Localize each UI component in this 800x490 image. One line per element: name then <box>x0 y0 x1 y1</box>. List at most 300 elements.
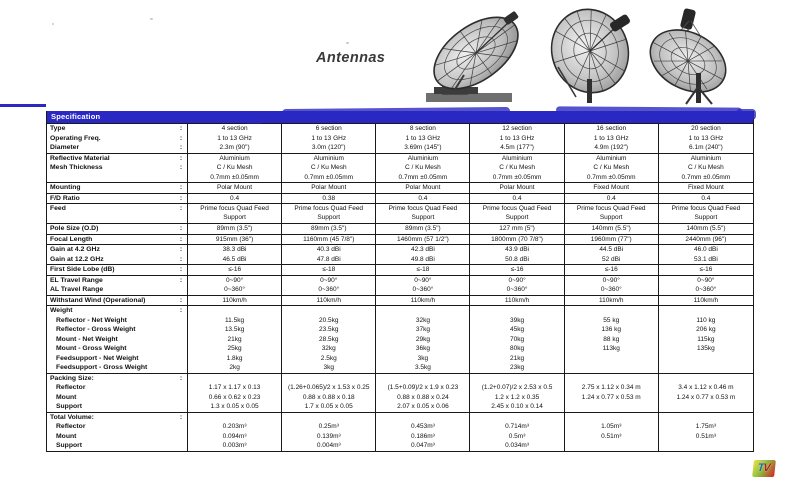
spec-cell: 0.7mm ±0.05mm <box>681 173 731 181</box>
spec-cell: 0.5m³ <box>470 432 564 442</box>
spec-cell: 0~360° <box>695 286 717 293</box>
spec-cell: 32kg <box>282 344 376 354</box>
spec-row-colon: : <box>175 163 188 173</box>
spec-cell: ≤-16 <box>699 266 713 273</box>
spec-cell <box>659 354 753 364</box>
spec-cell: Prime focus Quad Feed Support <box>188 204 282 223</box>
spec-cell <box>659 374 753 384</box>
spec-cell: Prime focus Quad Feed Support <box>565 204 659 223</box>
spec-cell: 0~90° <box>565 276 659 286</box>
spec-cell: 3kg <box>282 363 376 373</box>
spec-row-label: Type <box>50 125 66 132</box>
spec-cell: 43.9 dBi <box>470 245 564 255</box>
spec-cell: 88 kg <box>565 335 659 345</box>
spec-cell: 915mm (36") <box>188 235 282 245</box>
spec-row-colon <box>175 383 188 393</box>
spec-cell: 2.3m (90") <box>188 143 282 153</box>
blue-smudge <box>556 106 742 114</box>
spec-row-label: Support <box>56 442 83 449</box>
spec-cell: 110km/h <box>282 296 376 306</box>
spec-cell: 29kg <box>376 335 470 345</box>
spec-row <box>47 193 753 204</box>
spec-row-colon: : <box>175 124 188 134</box>
spec-row <box>47 422 753 432</box>
spec-row-label: Support <box>56 403 83 410</box>
spec-cell: Polar Mount <box>376 183 470 193</box>
spec-cell: ≤-18 <box>376 265 470 275</box>
spec-row-colon: : <box>175 276 188 286</box>
page-speck <box>52 23 54 25</box>
spec-cell <box>470 306 564 316</box>
page-speck <box>346 42 349 44</box>
spec-cell: 3.69m (145") <box>376 143 470 153</box>
spec-cell: 89mm (3.5") <box>282 224 376 234</box>
spec-row-colon: : <box>175 245 188 255</box>
spec-cell <box>659 402 753 412</box>
spec-cell: 11.5kg <box>188 316 282 326</box>
spec-cell: 1.24 x 0.77 x 0.53 m <box>676 393 736 401</box>
spec-row-colon: : <box>175 235 188 245</box>
spec-cell: 0.7mm ±0.05mm <box>565 173 659 183</box>
spec-row <box>47 163 753 173</box>
spec-cell: 3.0m (120") <box>282 143 376 153</box>
spec-cell: 28.5kg <box>282 335 376 345</box>
spec-cell <box>282 374 376 384</box>
spec-cell: 1.05m³ <box>565 422 659 432</box>
spec-row-colon: : <box>175 183 188 193</box>
spec-row-colon: : <box>175 224 188 234</box>
spec-row-colon <box>175 335 188 345</box>
spec-cell <box>188 306 282 316</box>
spec-row <box>47 173 753 183</box>
spec-cell: 136 kg <box>565 325 659 335</box>
spec-row-colon: : <box>175 255 188 265</box>
spec-row-label: Feed <box>50 205 66 212</box>
spec-cell: 1 to 13 GHz <box>565 134 659 144</box>
spec-row-label: Mount <box>56 393 77 401</box>
spec-row-colon <box>175 173 188 183</box>
spec-cell: 6 section <box>282 124 376 134</box>
spec-cell: 1.8kg <box>188 354 282 364</box>
spec-row <box>47 344 753 354</box>
spec-cell: 8 section <box>376 124 470 134</box>
spec-cell <box>282 413 376 423</box>
spec-cell: 1.24 x 0.77 x 0.53 m <box>565 393 659 403</box>
spec-row-label <box>47 173 175 183</box>
spec-row-colon: : <box>175 143 188 153</box>
spec-cell: 21kg <box>470 354 564 364</box>
spec-cell: 0.004m³ <box>282 441 376 451</box>
spec-row-colon <box>175 285 188 295</box>
spec-row-label: First Side Lobe (dB) <box>50 266 115 273</box>
spec-cell <box>188 413 282 423</box>
spec-cell: 0.4 <box>701 194 711 202</box>
spec-cell: 0.7mm ±0.05mm <box>188 173 282 183</box>
spec-cell: 3.5kg <box>376 363 470 373</box>
spec-cell: Prime focus Quad Feed Support <box>470 204 564 223</box>
spec-cell: Aluminium <box>188 154 282 164</box>
page-speck <box>150 18 153 20</box>
spec-cell: 47.8 dBi <box>282 255 376 265</box>
spec-cell: 2.5kg <box>282 354 376 364</box>
spec-cell: 0.4 <box>188 194 282 204</box>
spec-row <box>47 393 753 403</box>
spec-cell: Fixed Mount <box>565 183 659 193</box>
spec-cell: 37kg <box>376 325 470 335</box>
spec-cell <box>376 413 470 423</box>
spec-cell: 0.4 <box>565 194 659 204</box>
spec-cell: 55 kg <box>565 316 659 326</box>
spec-row <box>47 325 753 335</box>
spec-cell: 80kg <box>470 344 564 354</box>
spec-cell: 0.7mm ±0.05mm <box>376 173 470 183</box>
spec-row-colon <box>175 393 188 403</box>
spec-cell: Prime focus Quad Feed Support <box>671 205 741 222</box>
spec-cell: 0.51m³ <box>565 432 659 442</box>
spec-cell: 36kg <box>376 344 470 354</box>
spec-row-colon <box>175 344 188 354</box>
spec-cell <box>565 402 659 412</box>
spec-row <box>47 383 753 393</box>
spec-cell: 0.38 <box>282 194 376 204</box>
spec-row <box>47 182 753 193</box>
spec-row <box>47 275 753 286</box>
spec-cell: Aluminium <box>282 154 376 164</box>
spec-row-label: Reflective Material <box>50 154 110 162</box>
spec-cell: 0.4 <box>470 194 564 204</box>
spec-cell: 4.9m (192") <box>565 143 659 153</box>
spec-cell: 20.5kg <box>282 316 376 326</box>
spec-cell: Polar Mount <box>188 183 282 193</box>
spec-cell: 206 kg <box>696 326 716 333</box>
spec-cell: 44.5 dBi <box>565 245 659 255</box>
spec-row <box>47 432 753 442</box>
spec-cell: 1 to 13 GHz <box>282 134 376 144</box>
tv-watermark-logo <box>752 460 776 477</box>
spec-cell: 1.17 x 1.17 x 0.13 <box>188 383 282 393</box>
spec-cell <box>282 306 376 316</box>
spec-row <box>47 354 753 364</box>
spec-cell: 0.66 x 0.62 x 0.23 <box>188 393 282 403</box>
spec-cell: Polar Mount <box>470 183 564 193</box>
spec-cell: Prime focus Quad Feed Support <box>282 204 376 223</box>
spec-cell: 1160mm (45 7/8") <box>282 235 376 245</box>
spec-row-label: Gain at 4.2 GHz <box>50 246 100 253</box>
spec-cell: 16 section <box>565 124 659 134</box>
spec-cell: 0.047m³ <box>376 441 470 451</box>
spec-cell: 0.003m³ <box>188 441 282 451</box>
spec-cell: 110km/h <box>693 296 719 304</box>
spec-cell: 1.7 x 0.05 x 0.05 <box>282 402 376 412</box>
spec-cell: Prime focus Quad Feed Support <box>376 204 470 223</box>
spec-table-header: Specification <box>47 111 753 124</box>
spec-row <box>47 373 753 384</box>
spec-cell: 1800mm (70 7/8") <box>470 235 564 245</box>
spec-row-colon: : <box>175 194 188 204</box>
spec-cell <box>659 306 753 316</box>
spec-row-colon <box>175 432 188 442</box>
spec-cell: 1 to 13 GHz <box>188 134 282 144</box>
spec-cell: 40.3 dBi <box>282 245 376 255</box>
spec-cell: Aluminium <box>565 154 659 164</box>
spec-cell: 0~360° <box>470 285 564 295</box>
spec-cell: 115kg <box>697 335 715 343</box>
spec-row-colon: : <box>175 265 188 275</box>
spec-cell: 0.88 x 0.88 x 0.24 <box>376 393 470 403</box>
spec-row <box>47 143 753 153</box>
spec-cell: 46.0 dBi <box>693 246 718 253</box>
spec-row-colon: : <box>175 413 188 423</box>
spec-cell: 21kg <box>188 335 282 345</box>
spec-row <box>47 234 753 245</box>
spec-cell: 3kg <box>376 354 470 364</box>
spec-row <box>47 124 753 134</box>
spec-cell: 0~360° <box>376 285 470 295</box>
spec-cell: 110km/h <box>188 296 282 306</box>
spec-row <box>47 412 753 423</box>
spec-cell: 4.5m (177") <box>470 143 564 153</box>
spec-row <box>47 305 753 316</box>
spec-row-colon: : <box>175 296 188 306</box>
spec-cell: C / Ku Mesh <box>565 163 659 173</box>
spec-row-label: EL Travel Range <box>50 276 103 284</box>
spec-cell: 0.453m³ <box>376 422 470 432</box>
spec-cell: 0.139m³ <box>282 432 376 442</box>
spec-cell: Aluminium <box>470 154 564 164</box>
spec-cell: Fixed Mount <box>688 184 724 191</box>
spec-cell <box>376 306 470 316</box>
spec-cell: 2kg <box>188 363 282 373</box>
spec-cell: 1.3 x 0.05 x 0.05 <box>188 402 282 412</box>
spec-row <box>47 316 753 326</box>
spec-cell: ≤-16 <box>188 265 282 275</box>
spec-row-label: Feedsupport - Gross Weight <box>56 364 148 371</box>
spec-cell: C / Ku Mesh <box>470 163 564 173</box>
spec-cell: 0~360° <box>565 285 659 295</box>
spec-row-colon: : <box>175 204 188 223</box>
spec-row-label: Diameter <box>50 144 80 151</box>
spec-cell: 20 section <box>691 125 721 132</box>
spec-cell: 1 to 13 GHz <box>376 134 470 144</box>
spec-row-label: Mount - Gross Weight <box>56 345 127 352</box>
spec-cell: 0.7mm ±0.05mm <box>470 173 564 183</box>
spec-cell: 23.5kg <box>282 325 376 335</box>
spec-cell: C / Ku Mesh <box>188 163 282 173</box>
spec-row <box>47 223 753 234</box>
spec-row-label: Gain at 12.2 GHz <box>50 255 104 263</box>
spec-cell: 50.8 dBi <box>470 255 564 265</box>
spec-cell: 0.25m³ <box>282 422 376 432</box>
spec-cell: 0.203m³ <box>188 422 282 432</box>
spec-cell: 1 to 13 GHz <box>688 134 724 142</box>
spec-cell: 0~90° <box>697 276 715 284</box>
spec-cell: 1960mm (77") <box>565 235 659 245</box>
spec-cell: 0.714m³ <box>470 422 564 432</box>
spec-row-label: Mount <box>56 432 77 440</box>
spec-row-colon: : <box>175 154 188 164</box>
spec-cell: C / Ku Mesh <box>688 164 724 171</box>
spec-cell: 0.4 <box>376 194 470 204</box>
spec-cell: 140mm (5.5") <box>686 225 726 232</box>
spec-cell: 2.75 x 1.12 x 0.34 m <box>565 383 659 393</box>
spec-row-label: Feedsupport - Net Weight <box>56 354 139 362</box>
spec-row-colon: : <box>175 306 188 316</box>
spec-cell: 110km/h <box>565 296 659 306</box>
spec-cell: 70kg <box>470 335 564 345</box>
antenna-photo-front-feed <box>542 5 646 105</box>
spec-row <box>47 285 753 295</box>
spec-row-label: Reflector - Net Weight <box>56 316 127 324</box>
spec-row-label: Total Volume: <box>50 413 94 421</box>
spec-row <box>47 203 753 223</box>
spec-cell: 140mm (5.5") <box>565 224 659 234</box>
spec-cell <box>659 363 753 373</box>
spec-rows <box>47 124 753 451</box>
spec-row-label: Reflector - Gross Weight <box>56 326 136 333</box>
tv-logo-letter-t: T <box>756 462 765 474</box>
spec-cell <box>470 413 564 423</box>
spec-cell: 0~90° <box>376 276 470 286</box>
spec-cell <box>188 374 282 384</box>
spec-cell: 110km/h <box>376 296 470 306</box>
antenna-photo-tripod <box>644 7 738 107</box>
spec-cell <box>565 441 659 451</box>
spec-cell: 53.1 dBi <box>693 255 718 263</box>
spec-cell: 42.3 dBi <box>376 245 470 255</box>
spec-cell: 0~90° <box>188 276 282 286</box>
spec-cell: 0.51m³ <box>695 432 717 440</box>
spec-cell: 0.88 x 0.88 x 0.18 <box>282 393 376 403</box>
spec-row-label: Mounting <box>50 184 81 191</box>
spec-cell: 23kg <box>470 363 564 373</box>
spec-row <box>47 441 753 451</box>
spec-cell: 38.3 dBi <box>188 245 282 255</box>
spec-cell <box>565 354 659 364</box>
spec-cell <box>659 441 753 451</box>
spec-cell: 0.094m³ <box>188 432 282 442</box>
spec-cell: 6.1m (240") <box>689 144 723 151</box>
spec-cell: (1.2+0.07)/2 x 2.53 x 0.5 <box>470 383 564 393</box>
spec-row-colon <box>175 354 188 364</box>
spec-cell: 4 section <box>188 124 282 134</box>
spec-cell: 0~360° <box>282 285 376 295</box>
blue-margin-line <box>0 104 46 107</box>
spec-cell: Polar Mount <box>282 183 376 193</box>
spec-cell: ≤-18 <box>282 265 376 275</box>
spec-cell: 135kg <box>697 345 715 352</box>
spec-cell: (1.5+0.09)/2 x 1.9 x 0.23 <box>376 383 470 393</box>
spec-row-colon: : <box>175 134 188 144</box>
spec-cell: 25kg <box>188 344 282 354</box>
spec-cell: 89mm (3.5") <box>376 224 470 234</box>
spec-row-colon <box>175 402 188 412</box>
spec-row-colon: : <box>175 374 188 384</box>
spec-row-label: Mount - Net Weight <box>56 335 118 343</box>
antenna-photo-polar-mount <box>424 5 538 107</box>
spec-row-label: Reflector <box>56 423 86 430</box>
spec-cell: 3.4 x 1.12 x 0.46 m <box>678 384 734 391</box>
blue-smudge <box>736 109 756 120</box>
page-title: Antennas <box>316 50 386 66</box>
blue-smudge <box>246 120 262 124</box>
spec-row-label: Packing Size: <box>50 374 94 382</box>
spec-row-colon <box>175 363 188 373</box>
spec-cell: 2.07 x 0.05 x 0.06 <box>376 402 470 412</box>
spec-cell <box>470 374 564 384</box>
spec-cell: 110km/h <box>470 296 564 306</box>
spec-row <box>47 295 753 306</box>
spec-cell: 46.5 dBi <box>188 255 282 265</box>
spec-cell: C / Ku Mesh <box>282 163 376 173</box>
spec-cell: 2440mm (96") <box>685 235 727 243</box>
spec-row <box>47 402 753 412</box>
spec-row <box>47 153 753 164</box>
spec-cell: 32kg <box>376 316 470 326</box>
spec-row-colon <box>175 441 188 451</box>
spec-table <box>46 111 754 452</box>
spec-row <box>47 255 753 265</box>
spec-row <box>47 264 753 275</box>
spec-cell: 1460mm (57 1/2") <box>376 235 470 245</box>
spec-row-label: Pole Size (O.D) <box>50 225 99 232</box>
spec-row-label: Withstand Wind (Operational) <box>50 296 146 304</box>
spec-cell: 39kg <box>470 316 564 326</box>
spec-cell: 89mm (3.5") <box>188 224 282 234</box>
spec-row-colon <box>175 422 188 432</box>
spec-row <box>47 244 753 255</box>
spec-cell: 2.45 x 0.10 x 0.14 <box>470 402 564 412</box>
spec-cell: C / Ku Mesh <box>376 163 470 173</box>
spec-cell: Aluminium <box>690 154 722 162</box>
spec-cell: 0~90° <box>282 276 376 286</box>
spec-cell: 110 kg <box>696 316 716 324</box>
spec-row-label: Reflector <box>56 384 86 391</box>
spec-row-label: Mesh Thickness <box>50 164 103 171</box>
spec-cell: 12 section <box>470 124 564 134</box>
spec-cell: 113kg <box>565 344 659 354</box>
spec-row-colon <box>175 316 188 326</box>
spec-cell: 45kg <box>470 325 564 335</box>
tv-logo-letter-v: V <box>762 462 772 474</box>
spec-cell: 1.2 x 1.2 x 0.35 <box>470 393 564 403</box>
spec-cell: 1.75m³ <box>695 423 717 430</box>
spec-row <box>47 335 753 345</box>
spec-row-label: Operating Freq. <box>50 134 101 142</box>
spec-cell <box>565 306 659 316</box>
spec-cell: Aluminium <box>376 154 470 164</box>
spec-cell <box>565 363 659 373</box>
spec-cell: 0~360° <box>188 285 282 295</box>
spec-cell: ≤-16 <box>565 265 659 275</box>
spec-cell: 49.8 dBi <box>376 255 470 265</box>
spec-cell: 0.034m³ <box>470 441 564 451</box>
spec-cell: 0~90° <box>470 276 564 286</box>
spec-cell <box>376 374 470 384</box>
spec-cell: 0.7mm ±0.05mm <box>282 173 376 183</box>
spec-cell: 13.5kg <box>188 325 282 335</box>
spec-cell: (1.26+0.065)/2 x 1.53 x 0.25 <box>282 383 376 393</box>
spec-cell: 0.186m³ <box>376 432 470 442</box>
spec-row-label: Focal Length <box>50 235 93 243</box>
spec-cell: 1 to 13 GHz <box>470 134 564 144</box>
spec-row-colon <box>175 325 188 335</box>
spec-cell <box>659 413 753 423</box>
spec-row <box>47 134 753 144</box>
spec-cell: 127 mm (5") <box>470 224 564 234</box>
spec-cell <box>565 374 659 384</box>
spec-cell <box>565 413 659 423</box>
spec-cell: ≤-16 <box>470 265 564 275</box>
